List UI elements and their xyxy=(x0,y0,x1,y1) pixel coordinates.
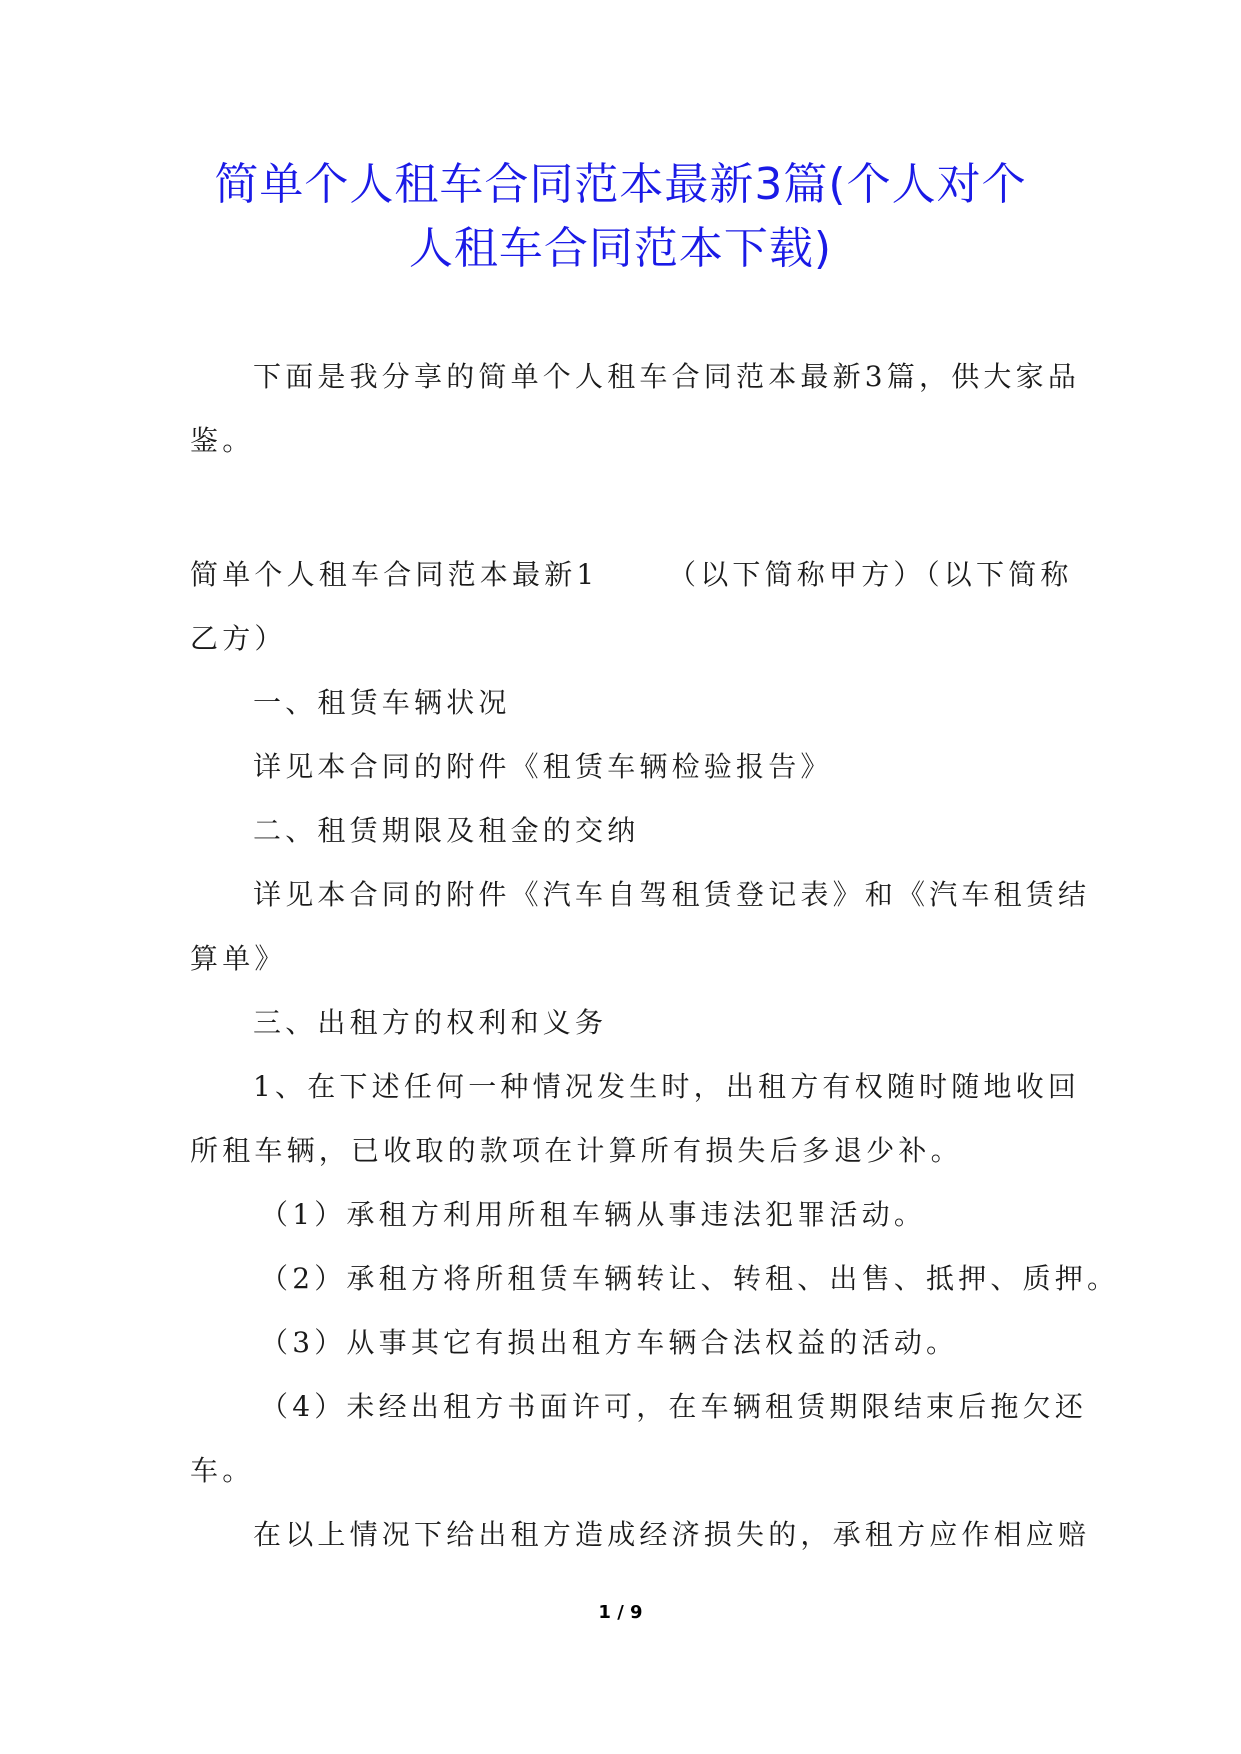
section-heading: 简单个人租车合同范本最新1 xyxy=(190,558,599,591)
sub-item-3: （3）从事其它有损出租方车辆合法权益的活动。 xyxy=(260,1326,959,1359)
page-number: 1 / 9 xyxy=(598,1602,643,1623)
compensation-paragraph-line-1: 在以上情况下给出租方造成经济损失的，承租方应作相应赔 xyxy=(253,1518,1091,1551)
clause-3-heading: 三、出租方的权利和义务 xyxy=(253,1006,608,1039)
party-b-line: 乙方） xyxy=(190,622,287,655)
clause-3-item-1-line-2: 所租车辆，已收取的款项在计算所有损失后多退少补。 xyxy=(190,1134,963,1167)
sub-item-4-line-1: （4）未经出租方书面许可，在车辆租赁期限结束后拖欠还 xyxy=(260,1390,1088,1423)
clause-1-heading: 一、租赁车辆状况 xyxy=(253,686,511,719)
document-title-line-1: 简单个人租车合同范本最新3篇(个人对个 xyxy=(214,159,1027,210)
sub-item-1: （1）承租方利用所租车辆从事违法犯罪活动。 xyxy=(260,1198,927,1231)
party-a-b-line: （以下简称甲方）（以下简称 xyxy=(668,558,1073,591)
clause-2-text-line-1: 详见本合同的附件《汽车自驾租赁登记表》和《汽车租赁结 xyxy=(253,878,1091,911)
clause-2-heading: 二、租赁期限及租金的交纳 xyxy=(253,814,640,847)
sub-item-4-line-2: 车。 xyxy=(190,1454,255,1487)
document-title-line-2: 人租车合同范本下载) xyxy=(408,223,833,274)
clause-2-text-line-2: 算单》 xyxy=(190,942,287,975)
clause-3-item-1-line-1: 1、在下述任何一种情况发生时，出租方有权随时随地收回 xyxy=(253,1070,1081,1103)
sub-item-2: （2）承租方将所租赁车辆转让、转租、出售、抵押、质押。 xyxy=(260,1262,1120,1295)
clause-1-text: 详见本合同的附件《租赁车辆检验报告》 xyxy=(253,750,833,783)
intro-paragraph-line-1: 下面是我分享的简单个人租车合同范本最新3篇，供大家品 xyxy=(253,360,1081,393)
intro-paragraph-line-2: 鉴。 xyxy=(190,424,255,457)
